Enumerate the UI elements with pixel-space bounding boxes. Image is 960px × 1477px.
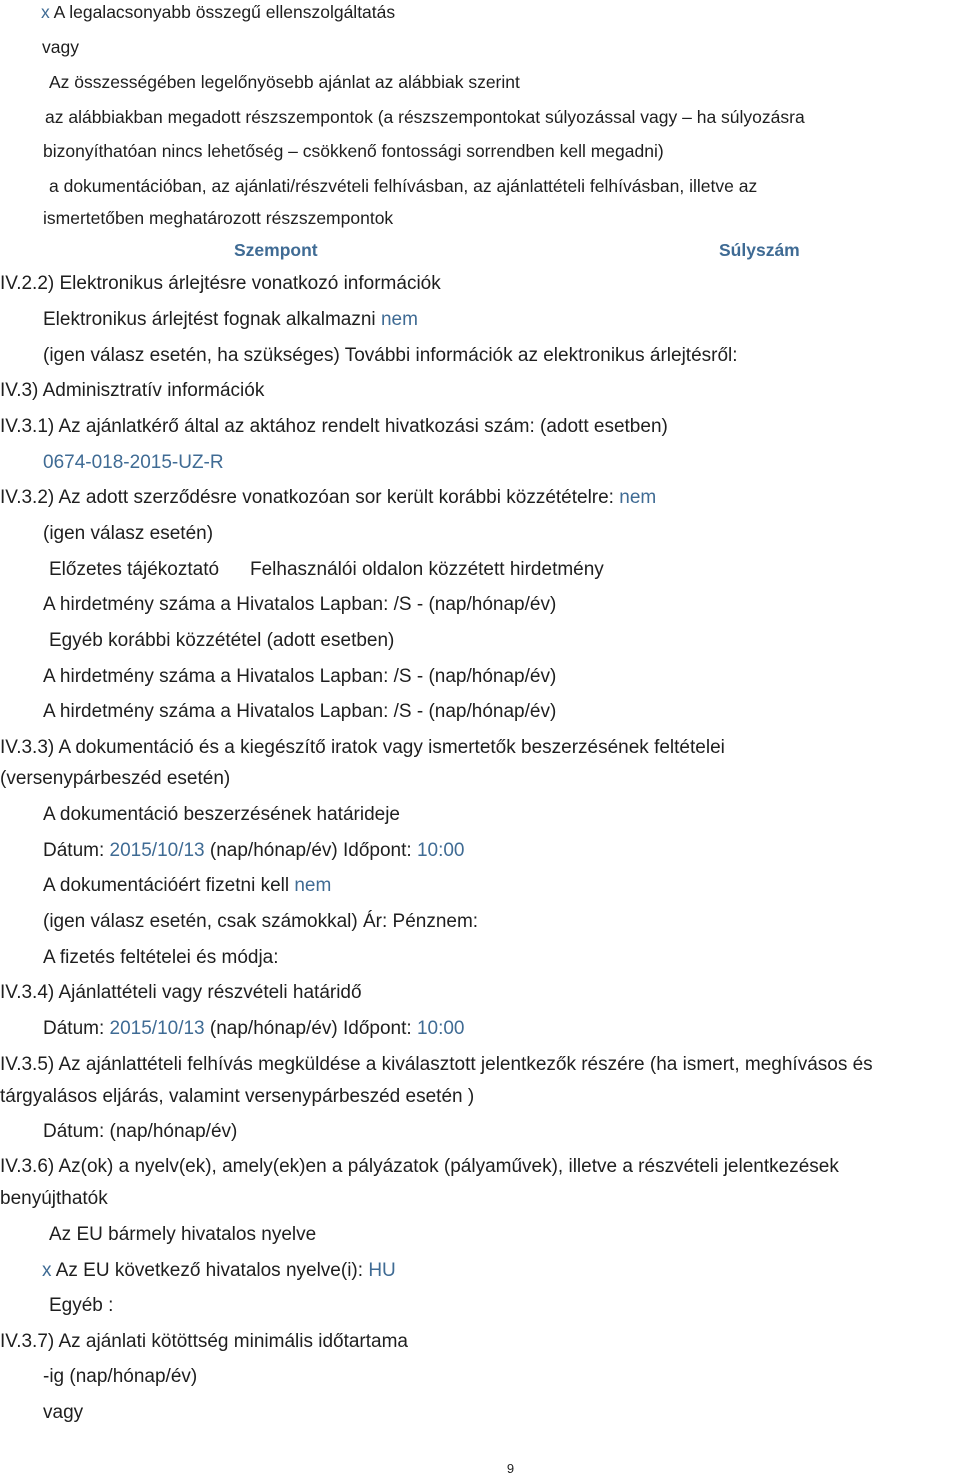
criterion-column-header: Szempont xyxy=(234,240,318,260)
documents-time-value: 10:00 xyxy=(416,840,465,861)
subcriteria-line-2a: a dokumentációban, az ajánlati/részvételi felhívásban, az ajánlattételi felhívásban, illetve az xyxy=(49,176,758,196)
language-value: HU xyxy=(368,1260,396,1281)
notice-number-line-3: A hirdetmény száma a Hivatalos Lapban: /S - (nap/hónap/év) xyxy=(43,701,557,722)
validity-until: -ig (nap/hónap/év) xyxy=(43,1366,198,1387)
language-following-option xyxy=(42,1259,396,1283)
documents-payment-line xyxy=(43,874,331,898)
date-label: Dátum: xyxy=(43,1018,105,1039)
documents-deadline-label: A dokumentáció beszerzésének határideje xyxy=(43,804,401,825)
bid-deadline-title: IV.3.4) Ajánlattételi vagy részvételi határidő xyxy=(0,982,362,1003)
bid-time-value: 10:00 xyxy=(416,1018,465,1039)
payment-value: nem xyxy=(294,875,332,896)
reference-number-value: 0674-018-2015-UZ-R xyxy=(43,452,224,473)
bid-deadline-date-line xyxy=(43,1017,465,1041)
lowest-price-text: A legalacsonyabb összegű ellenszolgáltatás xyxy=(53,2,396,22)
reference-number-title: IV.3.1) Az ajánlatkérő által az aktához rendelt hivatkozási szám: (adott esetben) xyxy=(0,416,668,437)
bid-date-value: 2015/10/13 xyxy=(109,1018,205,1039)
eauction-section-title: IV.2.2) Elektronikus árlejtésre vonatkozó információk xyxy=(0,273,441,294)
notice-number-line-1: A hirdetmény száma a Hivatalos Lapban: /S - (nap/hónap/év) xyxy=(43,594,557,615)
validity-title: IV.3.7) Az ajánlati kötöttség minimális időtartama xyxy=(0,1331,408,1352)
date-format-label: (nap/hónap/év) Időpont: xyxy=(209,1018,412,1039)
eauction-used-value: nem xyxy=(380,309,418,330)
or-text: vagy xyxy=(42,37,79,57)
payment-terms-line: A fizetés feltételei és módja: xyxy=(43,947,279,968)
documents-date-line xyxy=(43,839,465,863)
previous-publication-value: nem xyxy=(619,487,657,508)
eauction-used-label: Elektronikus árlejtést fognak alkalmazni xyxy=(43,309,376,330)
notice-number-line-2: A hirdetmény száma a Hivatalos Lapban: /S - (nap/hónap/év) xyxy=(43,666,557,687)
date-label: Dátum: xyxy=(43,840,105,861)
price-line: (igen válasz esetén, csak számokkal) Ár: Pénznem: xyxy=(43,911,479,932)
invitation-date: Dátum: (nap/hónap/év) xyxy=(43,1121,238,1142)
checkbox-mark: x xyxy=(41,2,50,22)
if-yes-text: (igen válasz esetén) xyxy=(43,523,214,544)
meat-option: Az összességében legelőnyösebb ajánlat az alábbiak szerint xyxy=(49,72,520,92)
previous-publication-line xyxy=(0,486,656,510)
invitation-title-a: IV.3.5) Az ajánlattételi felhívás megküldése a kiválasztott jelentkezők részére (ha ismert, meghívásos és xyxy=(0,1054,873,1075)
payment-label: A dokumentációért fizetni kell xyxy=(43,875,290,896)
language-any-eu-option: Az EU bármely hivatalos nyelve xyxy=(49,1224,317,1245)
language-title-a: IV.3.6) Az(ok) a nyelv(ek), amely(ek)en a pályázatok (pályaművek), illetve a részvételi jelentkezések xyxy=(0,1156,839,1177)
page-number: 9 xyxy=(506,1461,515,1476)
subcriteria-line-1b: bizonyíthatóan nincs lehetőség – csökkenő fontossági sorrendben kell megadni) xyxy=(43,141,664,161)
eauction-used-line xyxy=(43,308,418,332)
buyer-profile-notice-option: Felhasználói oldalon közzétett hirdetmény xyxy=(250,559,604,580)
documents-date-value: 2015/10/13 xyxy=(109,840,205,861)
previous-publication-label: IV.3.2) Az adott szerződésre vonatkozóan sor került korábbi közzétételre: xyxy=(0,487,614,508)
subcriteria-line-1a: az alábbiakban megadott részszempontok (a részszempontokat súlyozással vagy – ha súlyozásra xyxy=(45,107,805,127)
prior-information-notice-option: Előzetes tájékoztató xyxy=(49,559,220,580)
invitation-title-b: tárgyalásos eljárás, valamint versenypárbeszéd esetén ) xyxy=(0,1086,475,1107)
documents-section-title-b: (versenypárbeszéd esetén) xyxy=(0,768,231,789)
date-format-label: (nap/hónap/év) Időpont: xyxy=(209,840,412,861)
lowest-price-option xyxy=(41,0,395,24)
admin-section-title: IV.3) Adminisztratív információk xyxy=(0,380,265,401)
language-following-label: Az EU következő hivatalos nyelve(i): xyxy=(55,1260,364,1281)
checkbox-mark: x xyxy=(42,1260,52,1281)
validity-or: vagy xyxy=(43,1402,84,1423)
language-title-b: benyújthatók xyxy=(0,1188,108,1209)
documents-section-title-a: IV.3.3) A dokumentáció és a kiegészítő iratok vagy ismertetők beszerzésének feltételei xyxy=(0,737,725,758)
other-publication-option: Egyéb korábbi közzététel (adott esetben) xyxy=(49,630,395,651)
eauction-more-info: (igen válasz esetén, ha szükséges) További információk az elektronikus árlejtésről: xyxy=(43,345,738,366)
language-other-option: Egyéb : xyxy=(49,1295,114,1316)
subcriteria-line-2b: ismertetőben meghatározott részszempontok xyxy=(43,208,394,228)
weight-column-header: Súlyszám xyxy=(719,240,800,260)
